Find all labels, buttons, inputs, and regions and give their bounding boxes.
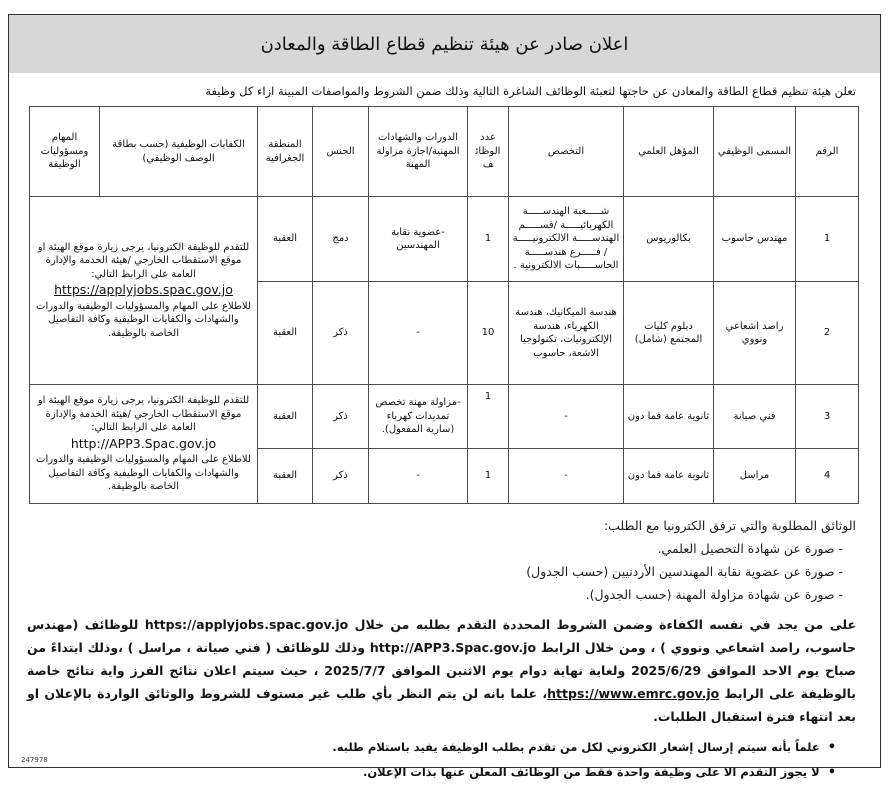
intro-line: تعلن هيئة تنظيم قطاع الطاقة والمعادن عن حاجتها لتعبئة الوظائف الشاغرة التالية وذلك ضمن الشروط والمواصفات المبينة ازاء كل وظيفة [205,84,856,98]
positions-count-cell: 1 [468,385,509,449]
header-region: المنطقة الجغرافية [258,107,313,197]
specialization-cell: هندسة الميكانيك، هندسة الكهرباء، هندسة الإلكترونيات، تكنولوجيا الاشعة، حاسوب [509,282,624,385]
required-documents-heading: الوثائق المطلوبة والتي ترفق الكترونيا مع الطلب: [603,518,856,533]
note-item: • علماً بأنه سيتم إرسال إشعار الكتروني لكل من تقدم بطلب الوظيفة يفيد باستلام طلبه. [33,735,836,760]
paragraph-text: وذلك للوظائف ( فني صيانة ، مراسل ) ،وذلك ابتداءً من صباح يوم الاحد الموافق [27,640,856,678]
note-item: • لا يجوز التقدم الا على وظيفة واحدة فقط من الوظائف المعلن عنها بذات الإعلان. [33,760,836,785]
applyjobs-link[interactable]: https://applyjobs.spac.gov.jo [144,617,349,632]
table-header-row [30,107,859,197]
header-number: الرقم [796,107,859,197]
paragraph-text: للوظائف (مهندس حاسوب، راصد اشعاعي ونووي ) ، ومن خلال الرابط [27,617,856,655]
required-documents-section [9,514,880,606]
paragraph-text: على من يجد في نفسه الكفاءة وضمن الشروط المحددة التقدم بطلبه من خلال [348,617,856,632]
qualification-cell: ثانوية عامة فما دون [624,449,714,504]
job-title-cell: فني صيانة [714,385,796,449]
header-duties: المهام ومسؤوليات الوظيفة [30,107,100,197]
qualification-cell: دبلوم كليات المجتمع (شامل) [624,282,714,385]
document-item: - صورة عن شهادة التحصيل العلمي. [657,541,843,556]
application-instructions-paragraph [9,613,880,728]
apply-note-text-after: للاطلاع على المهام والمسؤوليات الوظيفية والدورات والشهادات والكفايات الوظيفية وكافة التفاصيل الخاصة بالوظيفة. [36,454,251,493]
row-number: 4 [796,449,859,504]
emrc-link[interactable]: https://www.emrc.gov.jo [547,686,720,701]
specialization-cell: شـــــعبة الهندســـــة الكهربائيـــــة /قســـــم الهندســـــة الالكترونيـــــة / فـــــرع هندســـــة الحاســـــبات الالكترونية . [509,197,624,282]
region-cell: العقبة [258,385,313,449]
title-band [9,15,880,73]
positions-count-cell: 10 [468,282,509,385]
row-number: 1 [796,197,859,282]
region-cell: العقبة [258,449,313,504]
notes-list [33,735,836,785]
gender-cell: ذكر [313,449,369,504]
table-row [30,197,859,282]
paragraph-text: ، حيث سيتم اعلان نتائج الفرز واية نتائج خاصة بالوظيفة على الرابط [27,663,856,701]
gender-cell: ذكر [313,282,369,385]
positions-count-cell: 1 [468,197,509,282]
apply-note-rows-3-4 [30,385,258,504]
specialization-cell: - [509,385,624,449]
apply-note-text-before: للتقدم للوظيفة الكترونيا، يرجى زيارة موقع الهيئة او موقع الاستقطاب الخارجي /هيئة الخدمة والإدارة العامة على الرابط التالي: [37,395,250,434]
document-item: - صورة عن شهادة مزاولة المهنة (حسب الجدول). [585,587,843,602]
job-title-cell: راصد اشعاعي ونووي [714,282,796,385]
header-specialization: التخصص [509,107,624,197]
positions-count-cell: 1 [468,449,509,504]
certificates-cell: -عضوية نقابة المهندسين [369,197,468,282]
certificates-cell: -مزاولة مهنة تخصص تمديدات كهرباء (سارية المفعول). [369,385,468,449]
region-cell: العقبة [258,282,313,385]
row-number: 3 [796,385,859,449]
certificates-cell: - [369,449,468,504]
page-title: اعلان صادر عن هيئة تنظيم قطاع الطاقة والمعادن [260,33,629,55]
table-row [30,385,859,449]
header-qualification: المؤهل العلمي [624,107,714,197]
apply-note-rows-1-2 [30,197,258,385]
header-positions-count: عدد الوظائف [468,107,509,197]
reference-number: 247978 [21,756,48,764]
header-gender: الجنس [313,107,369,197]
end-date: 2025/7/7 [324,663,386,678]
header-competencies: الكفايات الوظيفية (حسب بطاقة الوصف الوظيفي) [100,107,258,197]
start-date: 2025/6/29 [631,663,702,678]
row-number: 2 [796,282,859,385]
gender-cell: دمج [313,197,369,282]
applyjobs-link[interactable]: https://applyjobs.spac.gov.jo [54,282,233,298]
vacancies-table [29,106,859,504]
specialization-cell: - [509,449,624,504]
certificates-cell: - [369,282,468,385]
document-item: - صورة عن عضوية نقابة المهندسين الأردنيين (حسب الجدول) [526,564,843,579]
qualification-cell: ثانوية عامة فما دون [624,385,714,449]
header-certificates: الدورات والشهادات المهنية/اجازة مزاولة المهنة [369,107,468,197]
apply-note-text-before: للتقدم للوظيفة الكترونيا، يرجى زيارة موقع الهيئة او موقع الاستقطاب الخارجي /هيئة الخدمة والإدارة العامة على الرابط التالي: [37,241,250,280]
app3-link[interactable]: http://APP3.Spac.gov.jo [369,640,537,655]
announcement-sheet [8,14,881,779]
qualification-cell: بكالوريوس [624,197,714,282]
region-cell: العقبة [258,197,313,282]
gender-cell: ذكر [313,385,369,449]
header-job-title: المسمى الوظيفي [714,107,796,197]
paragraph-text: ولغاية نهاية دوام يوم الاثنين الموافق [385,663,632,678]
apply-note-text-after: للاطلاع على المهام والمسؤوليات الوظيفية والدورات والشهادات والكفايات الوظيفية وكافة التفاصيل الخاصة بالوظيفة. [36,300,251,339]
job-title-cell: مهندس حاسوب [714,197,796,282]
app3-link[interactable]: http://APP3.Spac.gov.jo [70,435,217,451]
paragraph-text: ، علما بانه لن يتم النظر بأي طلب غير مستوف للشروط والوثائق الواردة بالإعلان او بعد انتهاء فترة استقبال الطلبات. [27,686,856,724]
job-title-cell: مراسل [714,449,796,504]
